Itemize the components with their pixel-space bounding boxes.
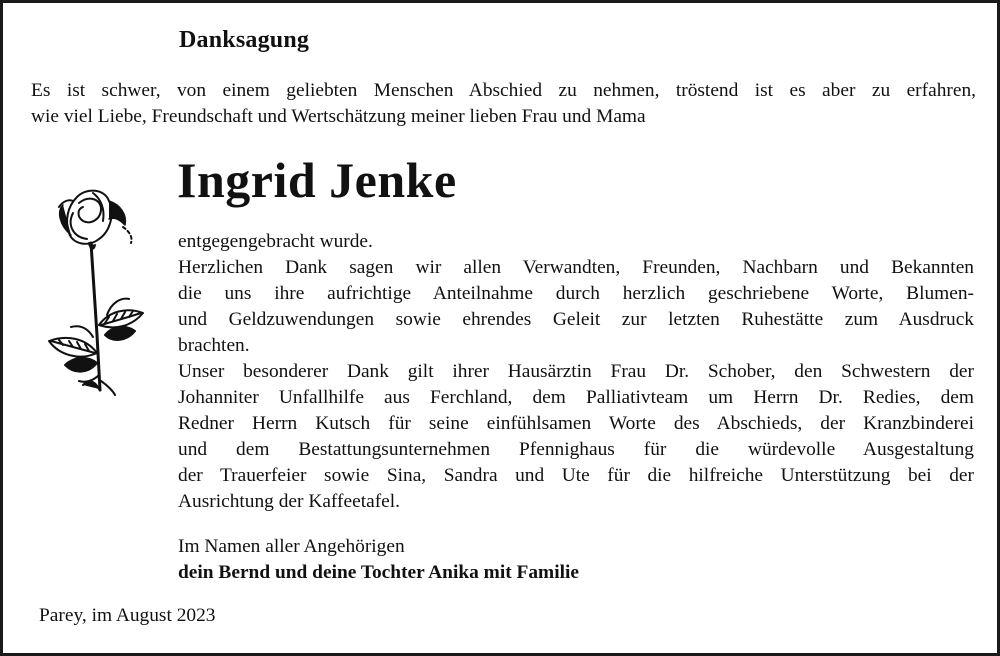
place-date: Parey, im August 2023 xyxy=(39,605,216,626)
closing xyxy=(178,534,579,586)
body-line: und Geldzuwendungen sowie ehrendes Geleit zur letzten Ruhestätte zum Ausdruck xyxy=(178,309,974,330)
heading: Danksagung xyxy=(179,27,310,53)
body-line: brachten. xyxy=(178,335,250,356)
body-line: Ausrichtung der Kaffeetafel. xyxy=(178,491,400,512)
body-line: der Trauerfeier sowie Sina, Sandra und Ute für die hilfreiche Unterstützung bei der xyxy=(178,465,974,486)
body-line: entgegengebracht wurde. xyxy=(178,231,373,252)
closing-line: Im Namen aller Angehörigen xyxy=(178,536,405,557)
body-line: Unser besonderer Dank gilt ihrer Hausärztin Frau Dr. Schober, den Schwestern der xyxy=(178,361,974,382)
intro-line-1: Es ist schwer, von einem geliebten Menschen Abschied zu nehmen, tröstend ist es aber zu erfahren, xyxy=(31,80,976,101)
intro-line-2: wie viel Liebe, Freundschaft und Wertschätzung meiner lieben Frau und Mama xyxy=(31,106,646,127)
intro-text xyxy=(31,78,976,130)
body-line: Herzlichen Dank sagen wir allen Verwandten, Freunden, Nachbarn und Bekannten xyxy=(178,257,974,278)
rose-icon xyxy=(43,185,158,400)
body-line: und dem Bestattungsunternehmen Pfennighaus für die würdevolle Ausgestaltung xyxy=(178,439,974,460)
body-text xyxy=(178,229,974,515)
body-line: Johanniter Unfallhilfe aus Ferchland, dem Palliativteam um Herrn Dr. Redies, dem xyxy=(178,387,974,408)
body-line: Redner Herrn Kutsch für seine einfühlsamen Worte des Abschieds, der Kranzbinderei xyxy=(178,413,974,434)
deceased-name: Ingrid Jenke xyxy=(177,152,457,208)
body-line: die uns ihre aufrichtige Anteilnahme durch herzlich geschriebene Worte, Blumen- xyxy=(178,283,974,304)
signature: dein Bernd und deine Tochter Anika mit Familie xyxy=(178,562,579,583)
